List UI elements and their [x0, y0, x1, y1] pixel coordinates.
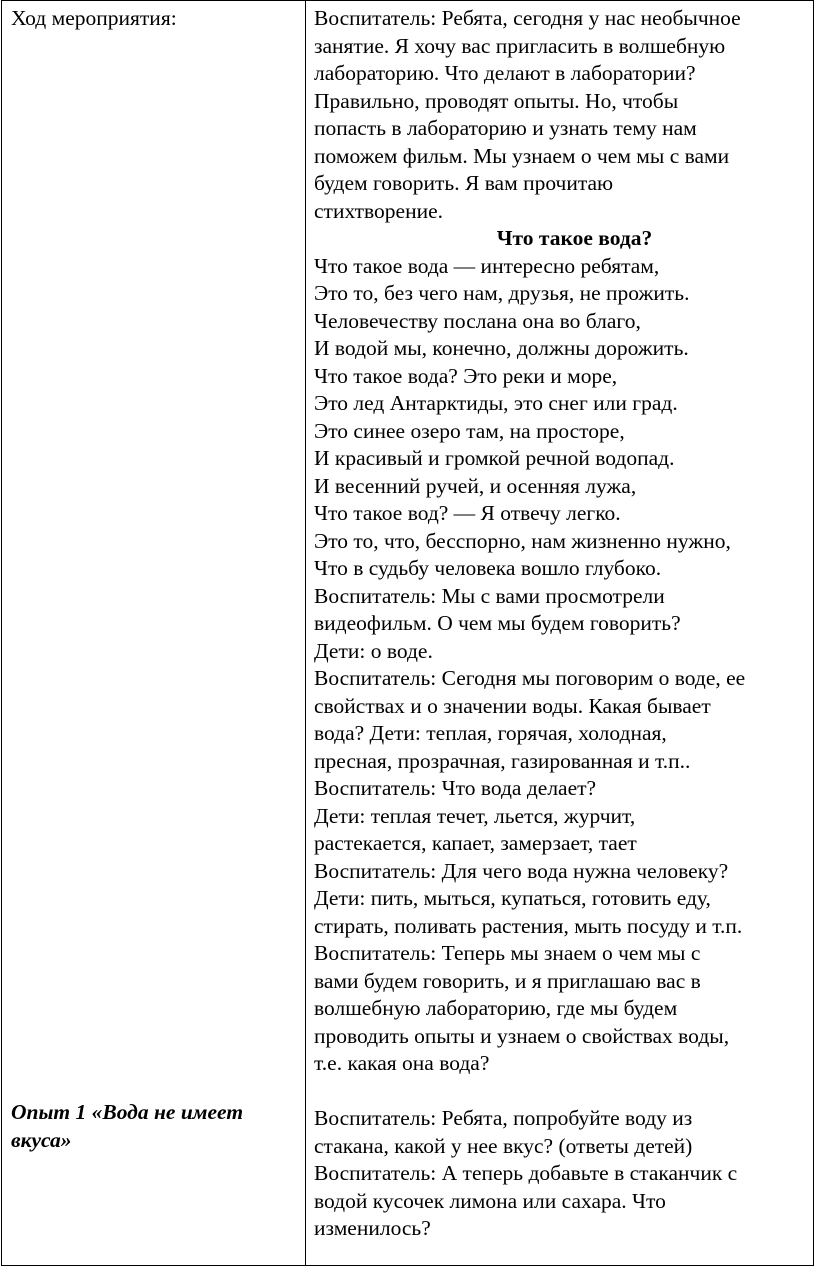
poem-line: Что такое вод? — Я отвечу легко. [314, 501, 621, 525]
text-line: изменилось? [314, 1216, 431, 1240]
text-line: Воспитатель: Мы с вами просмотрели [314, 583, 665, 608]
experiment-1-title-line: Опыт 1 «Вода не имеет [11, 1100, 244, 1124]
text-line: пресная, прозрачная, газированная и т.п.. [314, 748, 691, 773]
poem-line: Что в судьбу человека вошло глубоко. [314, 556, 662, 580]
poem-line: Что такое вода — интересно ребятам, [314, 253, 660, 278]
text-line: проводить опыты и узнаем о свойствах воды, [314, 1023, 730, 1048]
text-line: Воспитатель: Теперь мы знаем о чем мы с [314, 941, 701, 965]
left-column-cell [11, 5, 296, 33]
text-line: Воспитатель: Для чего вода нужна человеку? [314, 858, 729, 883]
text-line: попасть в лабораторию и узнать тему нам [314, 116, 697, 140]
text-line: Правильно, проводят опыты. Но, чтобы [314, 88, 679, 113]
text-line: Дети: теплая течет, льется, журчит, [314, 803, 636, 828]
text-line: Воспитатель: А теперь добавьте в стаканчик с [314, 1161, 738, 1185]
lesson-table [1, 0, 814, 1266]
text-line: поможем фильм. Мы узнаем о чем мы с вами [314, 143, 730, 168]
poem-line: И красивый и громкой речной водопад. [314, 446, 675, 470]
poem-title: Что такое вода? [496, 226, 653, 250]
paragraph-spacer [314, 1078, 811, 1106]
text-line: стирать, поливать растения, мыть посуду и т.п. [314, 913, 743, 938]
text-line: вами будем говорить, и я приглашаю вас в [314, 968, 701, 993]
text-line: Воспитатель: Ребята, попробуйте воду из [314, 1106, 693, 1130]
text-line: будем говорить. Я вам прочитаю [314, 171, 614, 195]
text-line: Дети: о воде. [314, 638, 433, 663]
experiment-1-title-line: вкуса» [11, 1127, 72, 1152]
text-line: волшебную лабораторию, где мы будем [314, 996, 678, 1020]
poem-line: Человечеству послана она во благо, [314, 308, 641, 333]
text-line: занятие. Я хочу вас пригласить в волшебную [314, 33, 726, 58]
text-line: т.е. какая она вода? [314, 1051, 490, 1075]
poem-line: И водой мы, конечно, должны дорожить. [314, 336, 689, 360]
text-line: лабораторию. Что делают в лаборатории? [314, 61, 696, 85]
poem [314, 253, 811, 583]
dialogue [314, 583, 811, 1078]
section-title: Ход мероприятия: [11, 6, 177, 30]
experiment-1-text [314, 1105, 811, 1243]
poem-line: Что такое вода? Это реки и море, [314, 363, 618, 388]
column-divider [305, 1, 306, 1265]
text-line: стакана, какой у нее вкус? (ответы детей) [314, 1133, 693, 1158]
poem-line: Это лед Антарктиды, это снег или град. [314, 391, 678, 415]
text-line: растекается, капает, замерзает, тает [314, 831, 637, 855]
intro-paragraph [314, 5, 811, 225]
poem-line: Это синее озеро там, на просторе, [314, 418, 625, 443]
poem-line: Это то, что, бесспорно, нам жизненно нужно, [314, 528, 731, 553]
text-line: стихтворение. [314, 198, 444, 223]
right-column-cell [314, 5, 811, 1243]
text-line: вода? Дети: теплая, горячая, холодная, [314, 721, 667, 745]
poem-line: Это то, без чего нам, друзья, не прожить. [314, 281, 690, 305]
poem-line: И весенний ручей, и осенняя лужа, [314, 473, 637, 498]
text-line: Воспитатель: Сегодня мы поговорим о воде, ее [314, 666, 746, 690]
text-line: Дети: пить, мыться, купаться, готовить еду, [314, 886, 711, 910]
text-line: Воспитатель: Что вода делает? [314, 776, 597, 800]
text-line: Воспитатель: Ребята, сегодня у нас необычное [314, 6, 741, 30]
experiment-1-title [11, 1099, 296, 1154]
text-line: свойствах и о значении воды. Какая бывает [314, 693, 711, 718]
text-line: видеофильм. О чем мы будем говорить? [314, 611, 681, 635]
text-line: водой кусочек лимона или сахара. Что [314, 1188, 666, 1213]
